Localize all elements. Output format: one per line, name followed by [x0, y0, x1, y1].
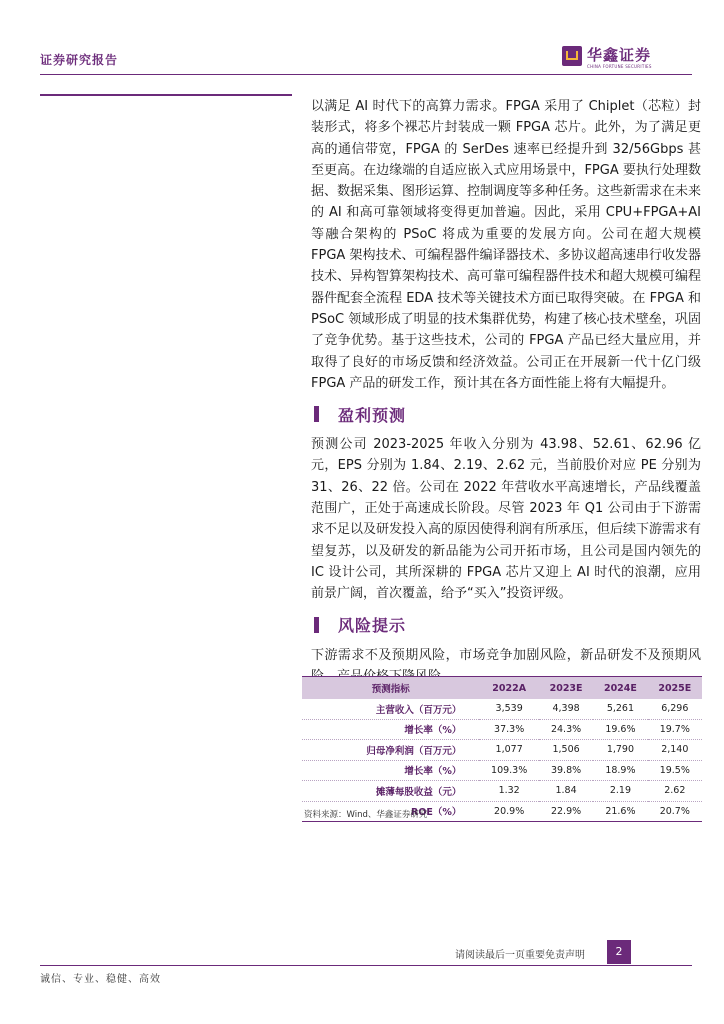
logo-icon: [562, 46, 582, 66]
table-cell: 5,261: [593, 699, 647, 719]
forecast-table: [302, 676, 702, 822]
section-marker: [314, 406, 319, 422]
row-label: 增长率（%）: [302, 760, 479, 781]
table-row: [302, 781, 702, 802]
row-label: 增长率（%）: [302, 719, 479, 740]
logo-text: 华鑫证券: [587, 46, 652, 64]
table-cell: 1.32: [479, 781, 538, 802]
table-cell: 22.9%: [539, 801, 593, 822]
company-logo: [562, 44, 692, 74]
forecast-heading: 盈利预测: [338, 405, 407, 425]
table-header-cell: 2024E: [593, 677, 647, 700]
table-cell: 1,790: [593, 740, 647, 761]
report-type-title: 证券研究报告: [40, 53, 119, 67]
table-cell: 3,539: [479, 699, 538, 719]
intro-paragraph: 以满足 AI 时代下的高算力需求。FPGA 采用了 Chiplet（芯粒）封装形式，将多个裸芯片封装成一颗 FPGA 芯片。此外，为了满足更高的通信带宽，FPGA 的 SerDes 速率已经提升到 32/56Gbps 甚至更高。在边缘端的自适应嵌入式应用场景中，FPGA 要执行处理数据、数据采集、图形运算、控制调度等多种任务。这些新需求在未来的 AI 和高可靠领域将变得更加普遍。因此，采用 CPU+FPGA+AI 等融合架构的 PSoC 将成为重要的发展方向。公司在超大规模 FPGA 架构技术、可编程器件编译器技术、多协议超高速串行收发器技术、异构智算架构技术、高可靠可编程器件技术和超大规模可编程器件配套全流程 EDA 技术等关键技术方面已取得突破。在 FPGA 和 PSoC 领域形成了明显的技术集群优势，构建了核心技术壁垒，巩固了竞争优势。基于这些技术，公司的 FPGA 产品已经大量应用，并取得了良好的市场反馈和经济效益。公司正在开展新一代十亿门级 FPGA 产品的研发工作，预计其在各方面性能上将有大幅提升。: [311, 99, 702, 391]
table-cell: 21.6%: [593, 801, 647, 822]
row-label: 主营收入（百万元）: [302, 699, 479, 719]
footer-divider: [40, 965, 692, 966]
forecast-table-wrapper: [302, 676, 702, 822]
table-row: [302, 760, 702, 781]
table-cell: 37.3%: [479, 719, 538, 740]
table-source-note: 资料来源：Wind、华鑫证券研究: [304, 810, 428, 820]
forecast-paragraph: 预测公司 2023-2025 年收入分别为 43.98、52.61、62.96 亿元，EPS 分别为 1.84、2.19、2.62 元，当前股价对应 PE 分别为 31、26、22 倍。公司在 2022 年营收水平高速增长，产品线覆盖范围广，正处于高速成长阶段。尽管 2023 年 Q1 公司由于下游需求不足以及研发投入高的原因使得利润有所承压，但后续下游需求有望复苏，以及研发的新品能为公司开拓市场，且公司是国内领先的 IC 设计公司，其所深耕的 FPGA 芯片又迎上 AI 时代的浪潮，应用前景广阔，首次覆盖，给予“买入”投资评级。: [311, 437, 702, 602]
risk-section-header: [311, 614, 701, 636]
table-header-cell: 2023E: [539, 677, 593, 700]
row-label: 摊薄每股收益（元）: [302, 781, 479, 802]
row-label: ROE（%）: [302, 801, 479, 822]
logo-subtext: CHINA FORTUNE SECURITIES: [587, 64, 652, 69]
risk-paragraph: 下游需求不及预期风险，市场竞争加剧风险，新品研发不及预期风: [311, 647, 701, 663]
header-divider: [40, 74, 692, 75]
disclaimer-note: 请阅读最后一页重要免责声明: [455, 950, 585, 961]
table-header-cell: 预测指标: [302, 677, 479, 700]
table-cell: 18.9%: [593, 760, 647, 781]
main-content: [311, 96, 701, 687]
table-cell: 6,296: [648, 699, 702, 719]
table-cell: 19.6%: [593, 719, 647, 740]
table-cell: 1,506: [539, 740, 593, 761]
table-cell: 1,077: [479, 740, 538, 761]
table-header-row: [302, 677, 702, 700]
table-row: [302, 740, 702, 761]
sidebar-divider: [40, 94, 292, 96]
table-row: [302, 719, 702, 740]
table-cell: 4,398: [539, 699, 593, 719]
table-cell: 24.3%: [539, 719, 593, 740]
table-cell: 2,140: [648, 740, 702, 761]
section-marker: [314, 617, 319, 633]
table-cell: 1.84: [539, 781, 593, 802]
table-row: [302, 699, 702, 719]
table-cell: 20.7%: [648, 801, 702, 822]
risk-heading: 风险提示: [338, 616, 407, 636]
table-cell: 2.62: [648, 781, 702, 802]
table-header-cell: 2025E: [648, 677, 702, 700]
forecast-section-header: [311, 403, 701, 425]
table-cell: 39.8%: [539, 760, 593, 781]
table-cell: 19.7%: [648, 719, 702, 740]
row-label: 归母净利润（百万元）: [302, 740, 479, 761]
table-cell: 20.9%: [479, 801, 538, 822]
table-cell: 2.19: [593, 781, 647, 802]
page-number: 2: [607, 940, 631, 964]
table-cell: 19.5%: [648, 760, 702, 781]
footer-slogan: 诚信、专业、稳健、高效: [40, 974, 161, 985]
table-header-cell: 2022A: [479, 677, 538, 700]
table-cell: 109.3%: [479, 760, 538, 781]
